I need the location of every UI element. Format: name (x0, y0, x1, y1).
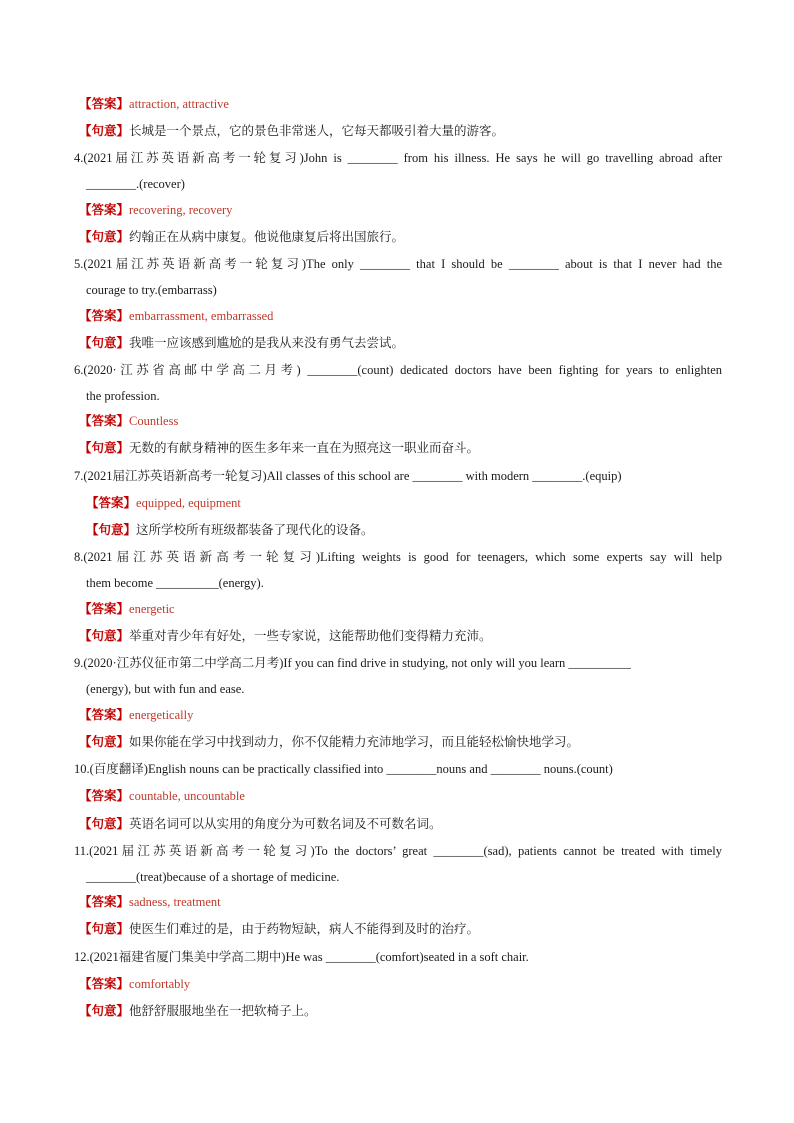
answer-line-12 (79, 976, 190, 992)
answer-text: comfortably (129, 977, 191, 991)
meaning-label: 【句意】 (79, 816, 130, 831)
meaning-text: 这所学校所有班级都装备了现代化的设备。 (136, 522, 374, 537)
question-6-line-2: the profession. (86, 389, 160, 403)
question-9-line-1: 9.(2020·江苏仪征市第二中学高二月考)If you can find drive in studying, not only will you learn __________ (74, 656, 631, 670)
meaning-line-8 (79, 628, 492, 644)
question-10-line-1: 10.(百度翻译)English nouns can be practically classified into ________nouns and ________ nouns.(count) (74, 762, 613, 776)
question-8-line-2: them become __________(energy). (86, 576, 264, 590)
answer-label: 【答案】 (86, 495, 137, 510)
meaning-text: 如果你能在学习中找到动力，你不仅能精力充沛地学习，而且能轻松愉快地学习。 (129, 734, 580, 749)
question-5-line-1: 5.(2021届江苏英语新高考一轮复习)The only ________ that I should be ________ about is that I never had the (74, 257, 722, 271)
meaning-text: 长城是一个景点，它的景色非常迷人，它每天都吸引着大量的游客。 (129, 123, 505, 138)
answer-label: 【答案】 (79, 601, 130, 616)
answer-line-3 (79, 96, 229, 112)
question-5-line-2: courage to try.(embarrass) (86, 283, 217, 297)
question-11-line-1: 11.(2021届江苏英语新高考一轮复习)To the doctors’ great ________(sad), patients cannot be treated with timely (74, 844, 722, 858)
question-12-line-1: 12.(2021福建省厦门集美中学高二期中)He was ________(comfort)seated in a soft chair. (74, 950, 529, 964)
meaning-line-11 (79, 921, 479, 937)
meaning-line-7 (86, 522, 374, 538)
meaning-line-5 (79, 335, 404, 351)
answer-text: countable, uncountable (129, 789, 245, 803)
answer-text: energetically (129, 708, 194, 722)
answer-line-8 (79, 601, 175, 617)
answer-line-5 (79, 308, 273, 324)
answer-line-6 (79, 413, 178, 429)
answer-line-10 (79, 788, 245, 804)
answer-label: 【答案】 (79, 894, 130, 909)
answer-text: sadness, treatment (129, 895, 221, 909)
meaning-label: 【句意】 (79, 734, 130, 749)
question-4-line-1: 4.(2021届江苏英语新高考一轮复习)John is ________ from his illness. He says he will go travelling abroad after (74, 151, 722, 165)
answer-label: 【答案】 (79, 788, 130, 803)
meaning-text: 英语名词可以从实用的角度分为可数名词及不可数名词。 (129, 816, 442, 831)
meaning-label: 【句意】 (79, 921, 130, 936)
answer-label: 【答案】 (79, 202, 130, 217)
answer-line-11 (79, 894, 221, 910)
meaning-text: 使医生们难过的是，由于药物短缺，病人不能得到及时的治疗。 (129, 921, 480, 936)
answer-label: 【答案】 (79, 976, 130, 991)
meaning-label: 【句意】 (79, 123, 130, 138)
meaning-label: 【句意】 (79, 440, 130, 455)
answer-line-9 (79, 707, 193, 723)
question-8-line-1: 8.(2021届江苏英语新高考一轮复习)Lifting weights is good for teenagers, which some experts say will help (74, 550, 722, 564)
answer-text: embarrassment, embarrassed (129, 309, 274, 323)
question-7-line-1: 7.(2021届江苏英语新高考一轮复习)All classes of this school are ________ with modern ________.(equip) (74, 469, 622, 483)
meaning-line-6 (79, 440, 479, 456)
meaning-label: 【句意】 (79, 229, 130, 244)
meaning-label: 【句意】 (79, 335, 130, 350)
answer-text: equipped, equipment (136, 496, 241, 510)
meaning-text: 约翰正在从病中康复。他说他康复后将出国旅行。 (129, 229, 405, 244)
meaning-text: 举重对青少年有好处，一些专家说，这能帮助他们变得精力充沛。 (129, 628, 492, 643)
meaning-label: 【句意】 (86, 522, 137, 537)
meaning-label: 【句意】 (79, 1003, 130, 1018)
meaning-line-9 (79, 734, 579, 750)
answer-text: recovering, recovery (129, 203, 233, 217)
meaning-text: 他舒舒服服地坐在一把软椅子上。 (129, 1003, 317, 1018)
answer-text: attraction, attractive (129, 97, 229, 111)
question-11-line-2: ________(treat)because of a shortage of medicine. (86, 870, 340, 884)
answer-label: 【答案】 (79, 707, 130, 722)
answer-line-7 (86, 495, 241, 511)
answer-text: Countless (129, 414, 179, 428)
question-9-line-2: (energy), but with fun and ease. (86, 682, 245, 696)
answer-label: 【答案】 (79, 308, 130, 323)
meaning-text: 无数的有献身精神的医生多年来一直在为照亮这一职业而奋斗。 (129, 440, 480, 455)
meaning-line-3 (79, 123, 504, 139)
meaning-line-12 (79, 1003, 317, 1019)
answer-text: energetic (129, 602, 175, 616)
answer-line-4 (79, 202, 232, 218)
answer-label: 【答案】 (79, 413, 130, 428)
meaning-line-10 (79, 816, 442, 832)
meaning-line-4 (79, 229, 404, 245)
answer-label: 【答案】 (79, 96, 130, 111)
question-4-line-2: ________.(recover) (86, 177, 185, 191)
meaning-label: 【句意】 (79, 628, 130, 643)
question-6-line-1: 6.(2020·江苏省高邮中学高二月考) ________(count) dedicated doctors have been fighting for years to enlighten (74, 363, 722, 377)
meaning-text: 我唯一应该感到尴尬的是我从来没有勇气去尝试。 (129, 335, 405, 350)
